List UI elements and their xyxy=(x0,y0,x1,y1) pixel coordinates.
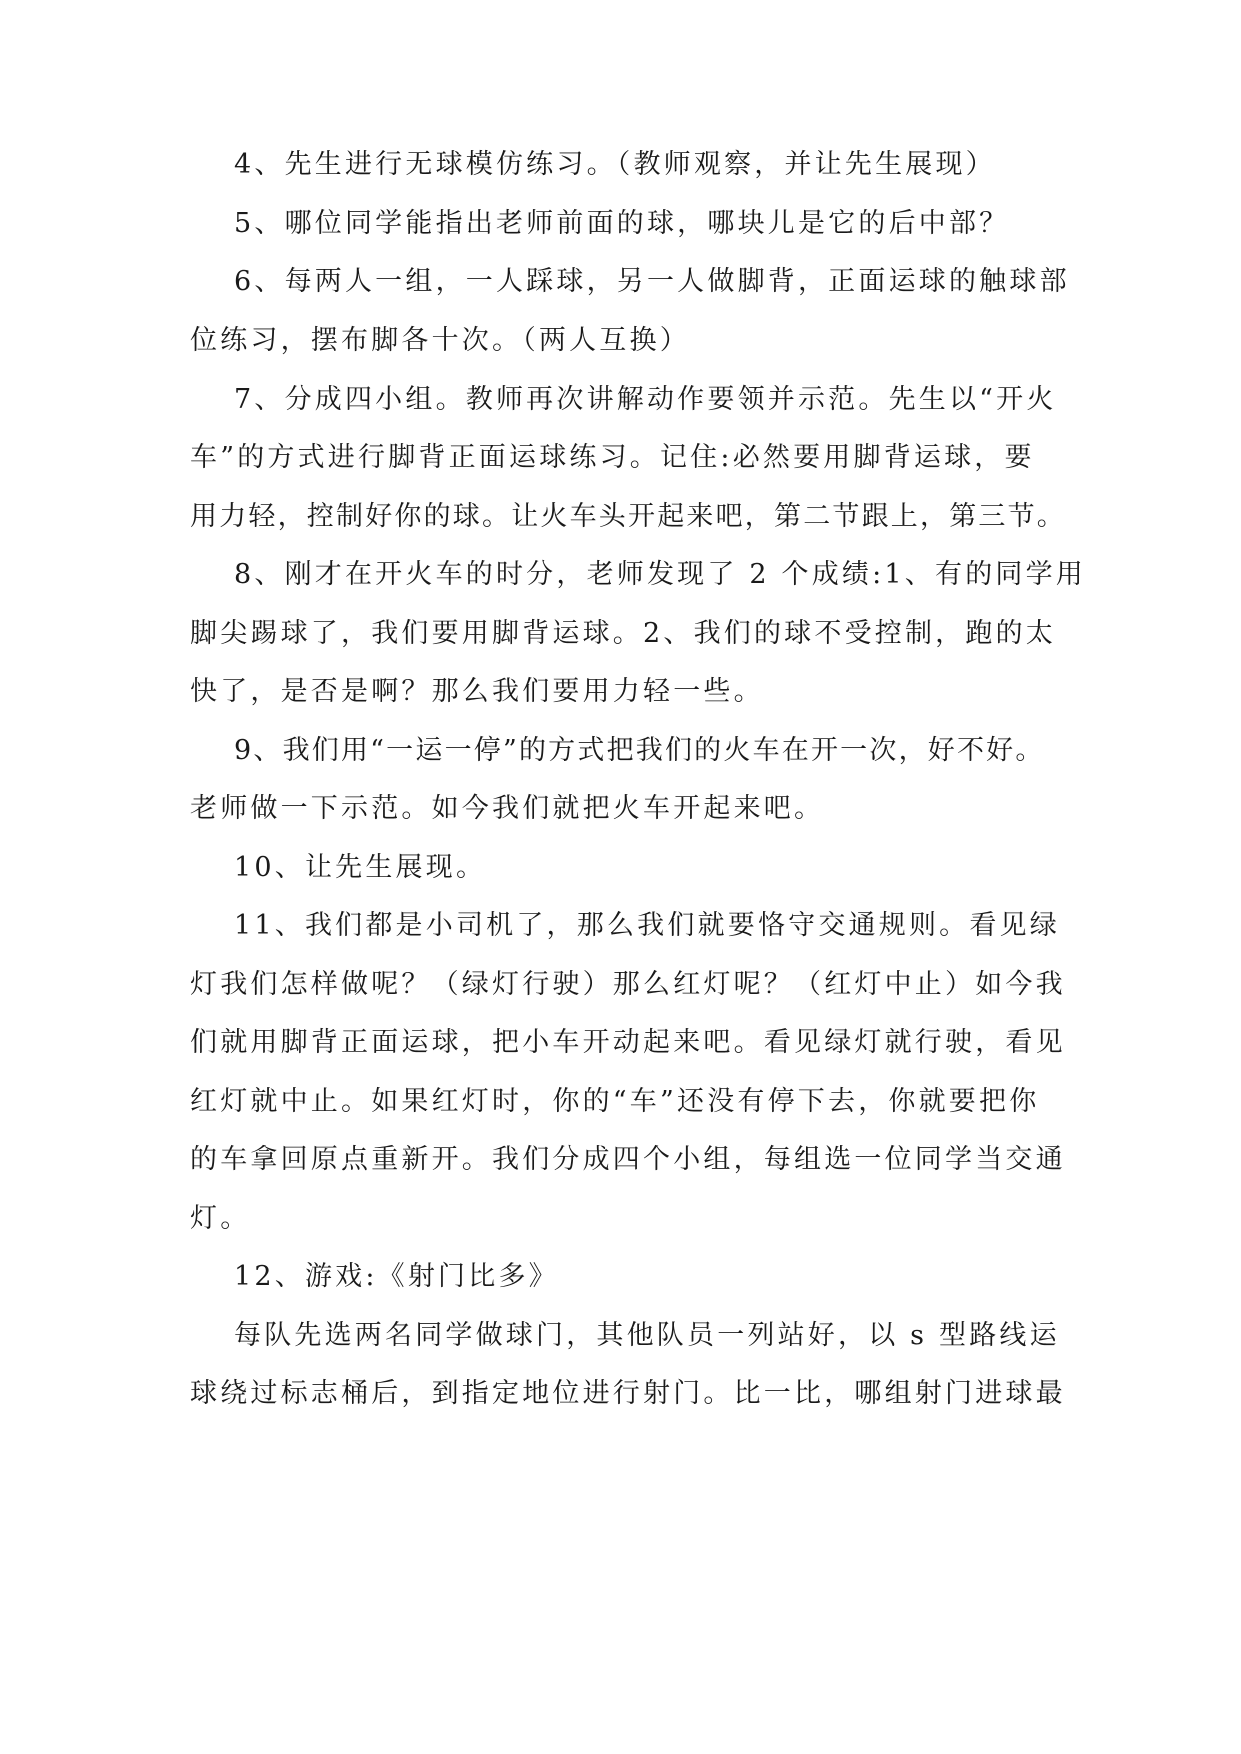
paragraph-line: 4、先生进行无球模仿练习。（教师观察，并让先生展现） xyxy=(234,149,996,180)
paragraph-line: 球绕过标志桶后，到指定地位进行射门。比一比，哪组射门进球最 xyxy=(190,1378,1066,1409)
paragraph-line: 位练习，摆布脚各十次。（两人互换） xyxy=(190,325,690,356)
paragraph-line: 每队先选两名同学做球门，其他队员一列站好，以 s 型路线运 xyxy=(234,1320,1060,1351)
paragraph-line: 11、我们都是小司机了，那么我们就要恪守交通规则。看见绿 xyxy=(234,910,1060,941)
paragraph-line: 快了，是否是啊？那么我们要用力轻一些。 xyxy=(190,676,764,707)
paragraph-line: 脚尖踢球了，我们要用脚背运球。2、我们的球不受控制，跑的太 xyxy=(190,618,1056,649)
paragraph-line: 红灯就中止。如果红灯时，你的“车”还没有停下去，你就要把你 xyxy=(190,1086,1040,1117)
paragraph-line: 6、每两人一组，一人踩球，另一人做脚背，正面运球的触球部 xyxy=(234,266,1070,297)
paragraph-line: 5、哪位同学能指出老师前面的球，哪块儿是它的后中部？ xyxy=(234,208,1010,239)
paragraph-line: 车”的方式进行脚背正面运球练习。记住:必然要用脚背运球，要 xyxy=(190,442,1035,473)
paragraph-line: 灯。 xyxy=(190,1203,251,1234)
paragraph-line: 10、让先生展现。 xyxy=(234,852,487,883)
paragraph-line: 用力轻，控制好你的球。让火车头开起来吧，第二节跟上，第三节。 xyxy=(190,501,1066,532)
paragraph-line: 们就用脚背正面运球，把小车开动起来吧。看见绿灯就行驶，看见 xyxy=(190,1027,1066,1058)
paragraph-line: 灯我们怎样做呢？（绿灯行驶）那么红灯呢？（红灯中止）如今我 xyxy=(190,969,1066,1000)
paragraph-line: 8、刚才在开火车的时分，老师发现了 2 个成绩:1、有的同学用 xyxy=(234,559,1086,590)
section-heading: 12、游戏:《射门比多》 xyxy=(234,1261,559,1292)
paragraph-line: 7、分成四小组。教师再次讲解动作要领并示范。先生以“开火 xyxy=(234,384,1057,415)
paragraph-line: 9、我们用“一运一停”的方式把我们的火车在开一次，好不好。 xyxy=(234,735,1045,766)
paragraph-line: 老师做一下示范。如今我们就把火车开起来吧。 xyxy=(190,793,825,824)
paragraph-line: 的车拿回原点重新开。我们分成四个小组，每组选一位同学当交通 xyxy=(190,1144,1066,1175)
